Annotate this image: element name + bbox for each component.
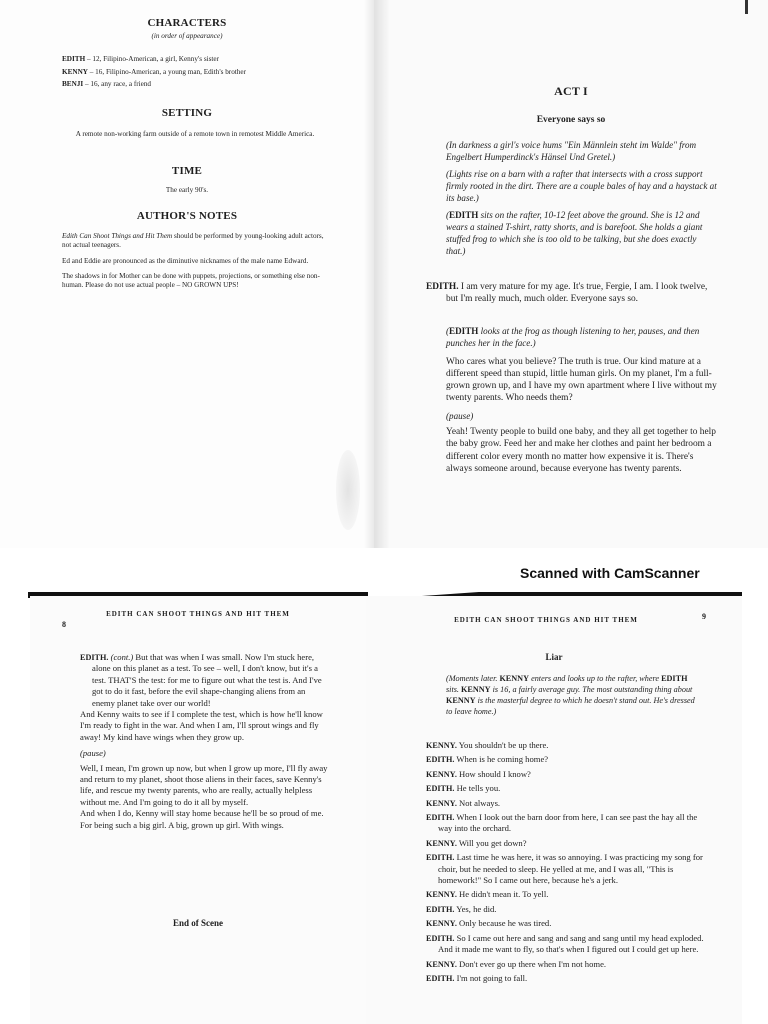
- setting-text: A remote non-working farm outside of a remote town in remotest Middle America.: [75, 130, 315, 138]
- characters-heading: CHARACTERS: [147, 17, 227, 29]
- page-act-one: [374, 0, 768, 548]
- setting-heading: SETTING: [161, 107, 213, 119]
- page-eight: [30, 596, 366, 1024]
- page-characters: [0, 0, 374, 548]
- page-number: 9: [702, 612, 706, 621]
- dialogue-line: EDITH. Yes, he did.: [426, 903, 497, 914]
- page-number: 8: [62, 620, 66, 629]
- dialogue-line: EDITH. I'm not going to fall.: [426, 972, 528, 983]
- dialogue-line: KENNY. Not always.: [426, 797, 501, 808]
- stage-direction: (Lights rise on a barn with a rafter that intersects with a cross support firmly rooted in the dirt. There are a couple bales of hay and a haystack at its base.): [446, 169, 717, 203]
- act-heading: ACT I: [554, 84, 588, 98]
- dialogue-line: EDITH. When is he coming home?: [426, 754, 549, 765]
- cast-item: BENJI – 16, any race, a friend: [62, 80, 152, 88]
- edith-monologue: EDITH. (cont.) But that was when I was small. Now I'm stuck here, alone on this planet as a test. To see – well, I don't know, but it's a test. THAT'S the test: for me to figure out what the test is. And I've got to do it fast, before the evil shape-changing aliens from an enemy planet take over our world! And Kenny waits to see if I complete the test, which is how he'll know I'm ready to fight in the war. And when I am, I'll sprout wings and fly away! My kind have wings when they grow up. (pause) Well, I mean, I'm grown up now, but when I grow up more, I'll fly away and return to my planet, shoot those aliens in their faces, save Kenny's life, and rescue my twenty parents, who are really, actually helpless without me. And I'm going to do it all by myself. And when I do, Kenny will stay home because he'll be so proud of me. For being such a big girl. A big, grown up girl. With wings.: [80, 652, 328, 830]
- stage-direction-frog: (EDITH looks at the frog as though listening to her, pauses, and then punches her in the face.): [446, 326, 700, 348]
- running-head: EDITH CAN SHOOT THINGS AND HIT THEM: [454, 616, 638, 624]
- dialogue-line: EDITH. When I look out the barn door from here, I can see past the hay all the way into the orchard.: [426, 812, 698, 834]
- note-paragraph: The shadows in for Mother can be done with puppets, projections, or something else non-human. Please do not use actual people – NO GROWN UPS!: [62, 271, 320, 290]
- running-head: EDITH CAN SHOOT THINGS AND HIT THEM: [106, 610, 290, 618]
- dialogue-line: KENNY. How should I know?: [426, 768, 531, 779]
- dialogue-continued: Who cares what you believe? The truth is true. Our kind mature at a different speed than stupid, little human girls. On my planet, I'm a full-grown grown up, and I have my own apartment where I live without my twenty parents. Who needs them? (pause) Yeah! Twenty people to build one baby, and they all get together to help the baby grow. Feed her and make her clothes and paint her bedroom a different color every month no matter how expensive it is. There's always someone around, because everyone has twenty parents.: [446, 357, 717, 474]
- pause-direction: (pause): [446, 411, 474, 422]
- dialogue-line: KENNY. Don't ever go up there when I'm not home.: [426, 958, 607, 969]
- page-gutter-shadow: [364, 0, 374, 548]
- scan-smudge: [336, 450, 360, 530]
- time-heading: TIME: [171, 165, 203, 177]
- scene-title: Everyone says so: [536, 115, 606, 125]
- dialogue-line: KENNY. Only because he was tired.: [426, 918, 552, 929]
- dialogue-line: KENNY. He didn't mean it. To yell.: [426, 889, 549, 900]
- pause-direction: (pause): [80, 748, 106, 759]
- scanner-watermark: Scanned with CamScanner: [520, 565, 700, 581]
- time-text: The early 90's.: [165, 186, 209, 194]
- stage-directions-open: [446, 139, 718, 257]
- dialogue-line: EDITH. He tells you.: [426, 783, 501, 794]
- stage-direction: (Moments later. KENNY enters and looks up to the rafter, where EDITH sits. KENNY is 16, a fairly average guy. The most outstanding thing about KENNY is the masterful degree to which he doesn't stand out. He's dressed to leave home.): [446, 674, 695, 716]
- note-paragraph: Edith Can Shoot Things and Hit Them should be performed by young-looking adult actors, not actual teenagers.: [62, 232, 324, 250]
- note-paragraph: Ed and Eddie are pronounced as the diminutive nicknames of the male name Edward.: [62, 256, 309, 265]
- cast-item: EDITH – 12, Filipino-American, a girl, Kenny's sister: [62, 55, 220, 63]
- stage-direction: (In darkness a girl's voice hums "Ein Männlein steht im Walde" from Engelbert Humperdinck's Hänsel Und Gretel.): [446, 140, 697, 162]
- stage-direction: (EDITH sits on the rafter, 10-12 feet above the ground. She is 12 and wears a stained T-shirt, ratty shorts, and is barefoot. She holds a giant stuffed frog to which she is too old to be talking, but she does exactly that.): [446, 210, 703, 256]
- page-nine: [366, 596, 742, 1024]
- dialogue-list: [426, 740, 708, 984]
- page-gutter-shadow: [374, 0, 390, 548]
- dialogue-line: EDITH. So I came out here and sang and sang and sang until my head exploded. And it made me want to fly, so that's when I figured out I could get up here.: [426, 932, 704, 955]
- authors-notes: [62, 232, 334, 296]
- cast-list: [62, 55, 334, 93]
- dialogue-line: EDITH. Last time he was here, it was so annoying. I was practicing my song for choir, but he needed to sleep. He yelled at me, and I was all, "This is homework!" So I came out here, because he's a jerk.: [426, 852, 703, 886]
- edge-mark: [745, 0, 748, 14]
- authors-notes-heading: AUTHOR'S NOTES: [136, 210, 238, 222]
- dialogue-edith: EDITH. I am very mature for my age. It's true, Fergie, I am. I look twelve, but I'm really much, much older. Everyone says so.: [426, 282, 708, 305]
- cast-item: KENNY – 16, Filipino-American, a young man, Edith's brother: [62, 67, 246, 76]
- dialogue-line: KENNY. You shouldn't be up there.: [426, 740, 549, 750]
- scene-title: Liar: [545, 652, 563, 662]
- dialogue-line: KENNY. Will you get down?: [426, 837, 527, 848]
- end-of-scene: End of Scene: [172, 918, 223, 928]
- characters-subheading: (in order of appearance): [151, 32, 223, 40]
